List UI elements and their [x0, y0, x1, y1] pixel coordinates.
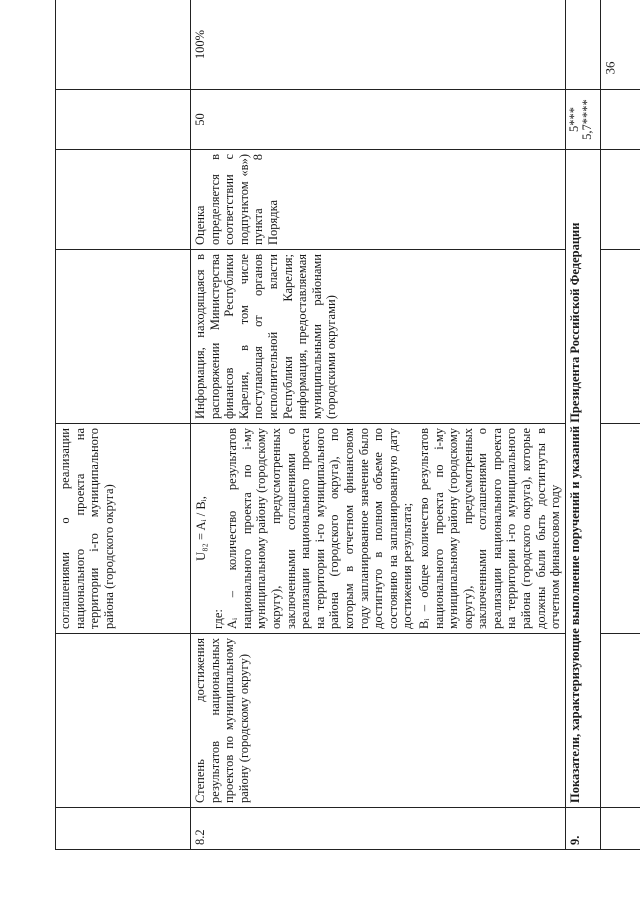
empty-cell — [600, 90, 640, 150]
empty-cell — [600, 808, 640, 850]
weight-value: 50 — [191, 90, 566, 150]
cell-max-empty — [56, 0, 191, 90]
table-row-8-2 — [191, 0, 566, 850]
rotated-page — [55, 0, 640, 850]
cell-num-empty — [56, 808, 191, 850]
assessment-method: Оценка определяется в соответствии с подпунктом «в») пункта 8 Порядка — [191, 150, 566, 250]
empty-cell — [600, 424, 640, 634]
cell-name-empty — [56, 634, 191, 808]
cell-source-empty — [56, 250, 191, 424]
section-empty — [565, 0, 600, 90]
section-title: Показатели, характеризующие выполнение поручений и указаний Президента Российской Федерации — [565, 150, 600, 808]
max-value: 100% — [191, 0, 566, 90]
formula: U₈₂ = Aᵢ / Bᵢ, — [194, 496, 208, 561]
table-row-empty — [600, 0, 640, 850]
table-row-9 — [565, 0, 600, 850]
section-values — [565, 90, 600, 150]
cell-weight-empty — [56, 90, 191, 150]
cell-description-tail: соглашениями о реализации национального проекта на территории i-го муниципального района (городского округа) — [56, 424, 191, 634]
data-source: Информация, находящаяся в распоряжении Министерства финансов Республики Карелия, в том числе поступающая от органов исполнительной власти Республики Карелия; информация, предоставляемая муниципальными районами (городскими округами) — [191, 250, 566, 424]
empty-cell — [600, 634, 640, 808]
section-value-2: 5,7**** — [579, 99, 594, 140]
row-number: 8.2 — [191, 808, 566, 850]
empty-cell — [600, 150, 640, 250]
indicator-calculation — [191, 424, 566, 634]
table-row-continuation — [56, 0, 191, 850]
page-number: 36 — [602, 61, 618, 75]
indicator-name: Степень достижения результатов национальных проектов по муниципальному району (городскому округу) — [191, 634, 566, 808]
definition-b: Bᵢ – общее количество результатов национального проекта по i-му муниципальному району (городскому округу), предусмотренных заключенными соглашениями о реализации национального проекта на территории i-го муниципального района (городского округа), которые должны были быть достигнуты в отчетном финансовом году — [416, 428, 563, 629]
empty-cell — [600, 0, 640, 90]
section-number: 9. — [565, 808, 600, 850]
cell-assessment-empty — [56, 150, 191, 250]
empty-cell — [600, 250, 640, 424]
section-value-1: 5*** — [566, 107, 581, 132]
where-label: где: — [210, 609, 225, 629]
indicator-table — [55, 0, 640, 850]
definition-a: Aᵢ – количество результатов национального проекта по i-му муниципальному району (городскому округу), предусмотренных заключенными соглашениями о реализации национального проекта на территории i-го муниципального района (городского округа), по которым в отчетном финансовом году запланированное значение было достигнуто в полном объеме по состоянию на запланированную дату достижения результата; — [225, 428, 415, 629]
